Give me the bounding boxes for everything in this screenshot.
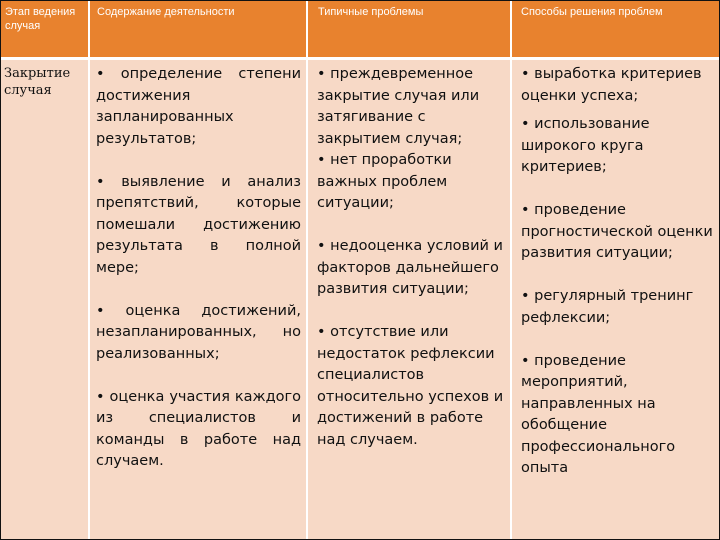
header-stage: Этап ведения случая	[5, 6, 76, 32]
content-item-3: • оценка достижений, незапланированных, но реализованных;	[96, 302, 301, 362]
header-solutions: Способы решения проблем	[521, 6, 663, 18]
column-divider-1	[88, 0, 90, 540]
header-content: Содержание деятельности	[97, 6, 235, 18]
cell-stage: Закрытие случая	[4, 66, 71, 98]
solution-item-4: • регулярный тренинг рефлексии;	[521, 288, 694, 326]
content-item-1: • определение степени достижения запланированных результатов;	[96, 66, 301, 147]
problem-item-3: • недооценка условий и факторов дальнейшего развития ситуации;	[317, 238, 503, 297]
cell-content	[89, 59, 307, 540]
column-divider-3	[510, 0, 512, 540]
problem-item-2: • нет проработки важных проблем ситуации;	[317, 152, 452, 211]
content-item-2: • выявление и анализ препятствий, которые помешали достижению результата в полной мере;	[96, 173, 301, 276]
header-divider	[0, 57, 720, 60]
table-row	[0, 59, 720, 540]
column-divider-2	[306, 0, 308, 540]
solution-item-5: • проведение мероприятий, направленных на обобщение профессионального опыта	[521, 352, 676, 476]
solution-item-2: • использование широкого круга критериев;	[521, 116, 650, 175]
cell-solutions	[511, 59, 720, 540]
problem-item-4: • отсутствие или недостаток рефлексии специалистов относительно успехов и достижений в работе над случаем.	[317, 324, 504, 448]
solution-item-1: • выработка критериев оценки успеха;	[521, 66, 702, 104]
problem-item-1: • преждевременное закрытие случая или затягивание с закрытием случая;	[317, 66, 480, 147]
header-problems: Типичные проблемы	[318, 6, 424, 18]
content-item-4: • оценка участия каждого из специалистов и команды в работе над случаем.	[96, 388, 301, 469]
solution-item-3: • проведение прогностической оценки развития ситуации;	[521, 202, 713, 261]
cell-problems	[307, 59, 511, 540]
table-header-row	[0, 0, 720, 59]
